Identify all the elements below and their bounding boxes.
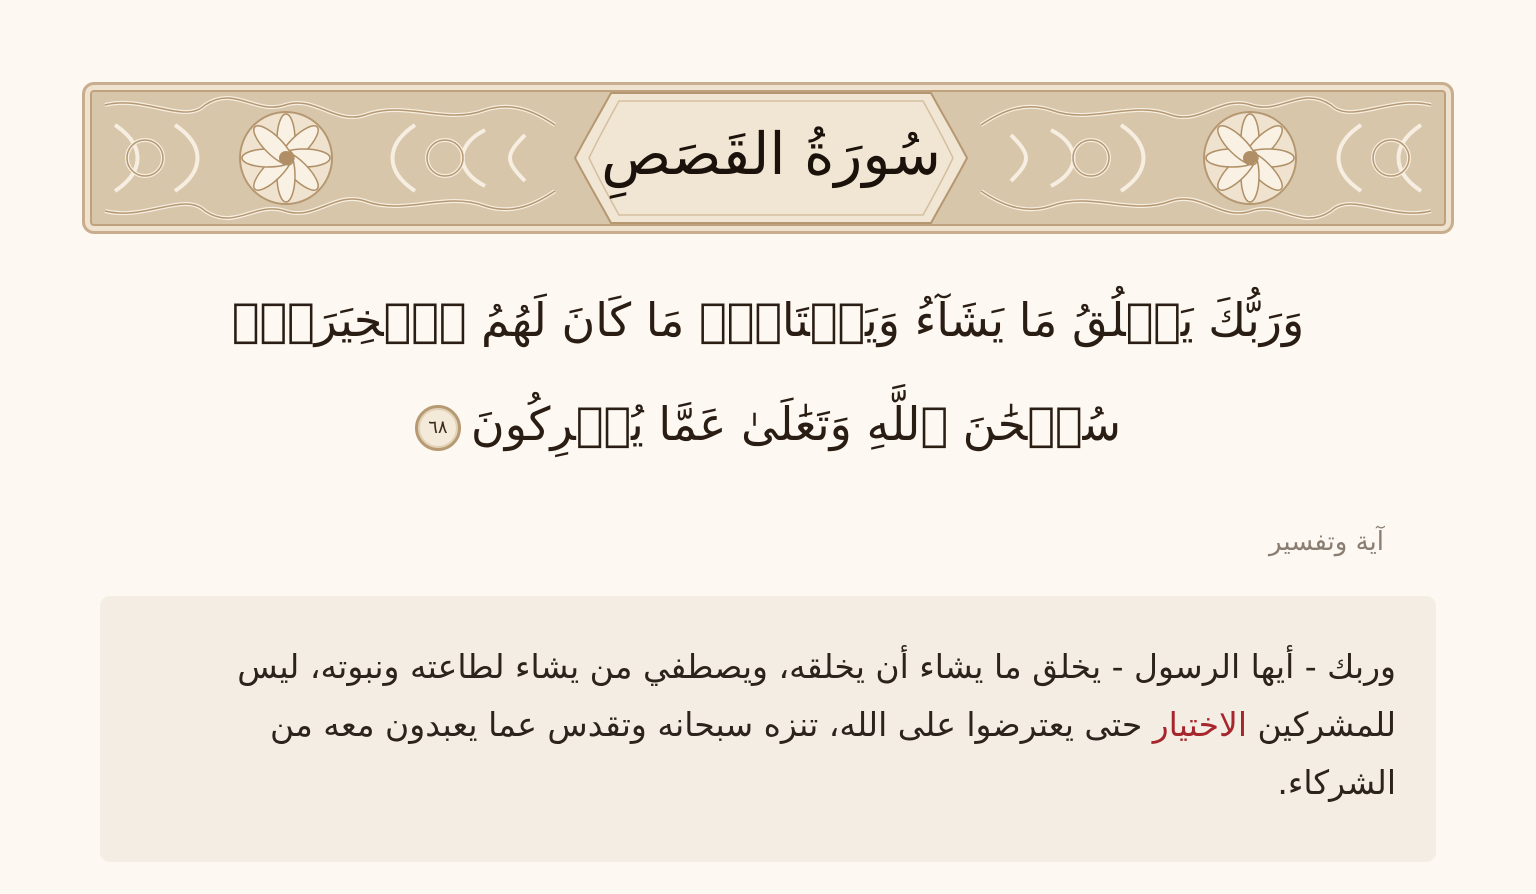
tafsir-text (180, 638, 1396, 812)
tafsir-text-end: حتى يعترضوا على الله، تنزه سبحانه وتقدس عما يعبدون معه من الشركاء. (269, 705, 1396, 802)
rosette-flower-icon (240, 112, 332, 204)
section-label: آية وتفسير (1269, 527, 1384, 557)
tafsir-text-start: وربك - أيها الرسول - يخلق ما يشاء أن يخلقه، ويصطفي من يشاء لطاعته ونبوته، ليس للمشركين (237, 647, 1396, 744)
ayah-number-marker: ٦٨ (415, 405, 461, 451)
surah-header-banner (82, 82, 1454, 234)
verse-text: وَرَبُّكَ يَخۡلُقُ مَا يَشَآءُ وَيَخۡتَارُۗ مَا كَانَ لَهُمُ ٱلۡخِيَرَةُۚ سُبۡحَٰنَ ٱللَّهِ وَتَعَٰلَىٰ عَمَّا يُشۡرِكُونَ (231, 293, 1305, 451)
quran-verse (150, 268, 1386, 476)
title-cartouche (571, 85, 971, 231)
rosette-flower-icon (1204, 112, 1296, 204)
surah-title: سُورَةُ القَصَصِ (601, 120, 941, 188)
tafsir-highlight: الاختيار (1152, 705, 1248, 744)
tafsir-box (100, 596, 1436, 862)
